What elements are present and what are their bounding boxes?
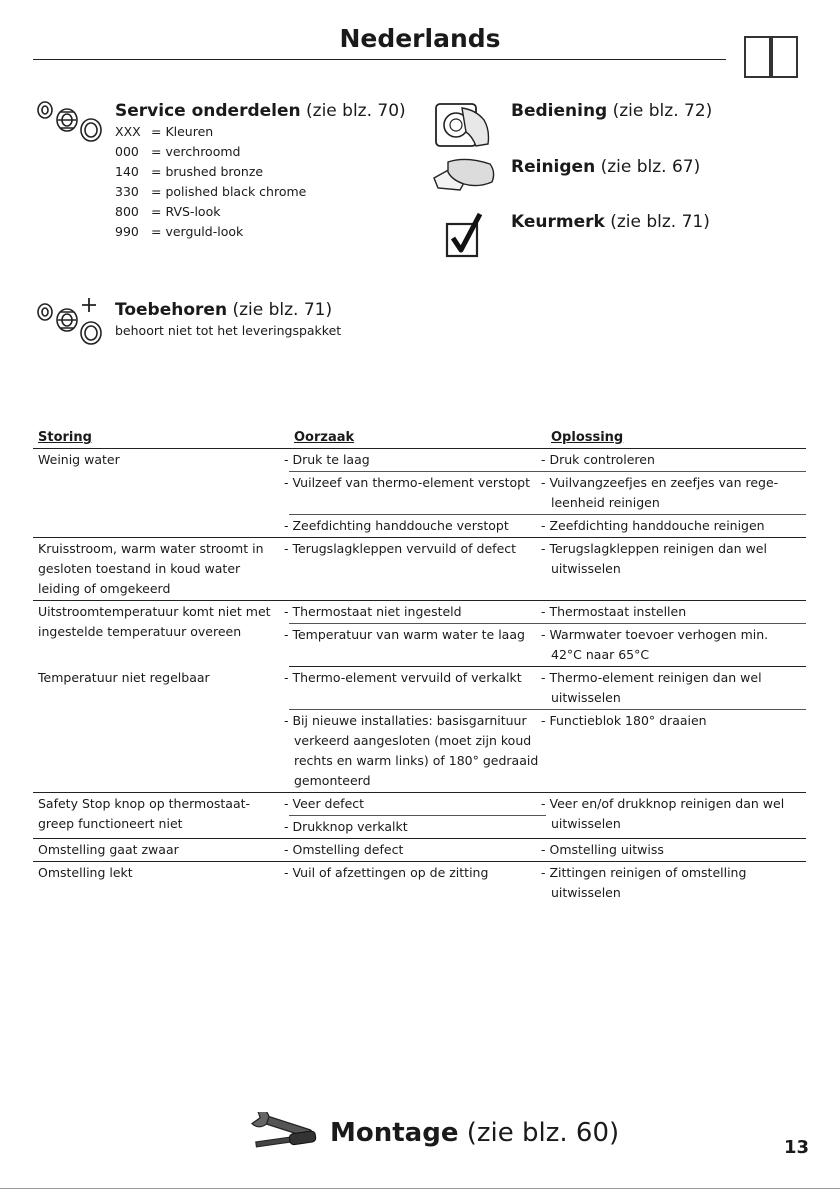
keurmerk-heading <box>511 212 710 232</box>
table-cell: - Druk te laag <box>289 449 546 472</box>
bediening-ref: (zie blz. 72) <box>607 101 713 121</box>
table-cell: - Warmwater toevoer verhogen min. 42°C naar 65°C <box>546 624 806 667</box>
montage-heading <box>330 1118 619 1148</box>
table-cell: Uitstroomtemperatuur komt niet met ingestelde temperatuur overeen <box>38 604 271 639</box>
table-cell: - Vuilvangzeefjes en zeefjes van rege-leenheid reinigen <box>546 472 806 515</box>
table-row <box>33 710 806 793</box>
table-row <box>33 862 806 905</box>
table-cell: Safety Stop knop op thermostaat-greep functioneert niet <box>33 793 289 839</box>
cleaning-hand-icon <box>430 154 498 198</box>
table-cell: - Veer en/of drukknop reinigen dan wel uitwisselen <box>546 793 806 839</box>
service-ref: (zie blz. 70) <box>300 101 406 121</box>
troubleshooting-table <box>33 426 806 904</box>
color-code-row: 140 = brushed bronze <box>115 164 264 179</box>
thermostat-hand-icon <box>432 100 494 150</box>
table-row <box>33 538 806 601</box>
table-row <box>33 601 806 624</box>
table-cell: - Zeefdichting handdouche reinigen <box>546 515 806 538</box>
checkmark-icon <box>444 210 486 260</box>
service-title: Service onderdelen <box>115 101 301 121</box>
table-cell: - Omstelling defect <box>289 839 546 862</box>
parts-icon <box>34 98 106 142</box>
table-cell: - Thermo-element reinigen dan wel uitwisselen <box>546 667 806 710</box>
table-row <box>33 515 806 538</box>
table-row <box>33 449 806 472</box>
page-number: 13 <box>784 1137 810 1158</box>
bediening-title: Bediening <box>511 101 608 121</box>
table-row <box>33 839 806 862</box>
table-cell: - Thermostaat niet ingesteld <box>289 601 546 624</box>
service-heading <box>115 101 406 121</box>
col-header-storing: Storing <box>33 426 289 449</box>
toebehoren-heading <box>115 300 332 320</box>
toebehoren-ref: (zie blz. 71) <box>227 300 333 320</box>
table-cell: Temperatuur niet regelbaar <box>38 669 210 685</box>
table-header-row <box>33 426 806 449</box>
table-cell: - Drukknop verkalkt <box>289 816 546 839</box>
title-divider <box>33 59 726 60</box>
parts-plus-icon <box>34 296 106 346</box>
table-row <box>33 793 806 816</box>
color-code-list <box>115 122 306 242</box>
table-cell: - Vuilzeef van thermo-element verstopt <box>289 472 546 515</box>
bediening-heading <box>511 101 712 121</box>
color-code-row: 330 = polished black chrome <box>115 184 307 199</box>
book-icon <box>742 34 800 80</box>
table-cell: - Veer defect <box>289 793 546 816</box>
montage-title: Montage <box>330 1118 459 1148</box>
table-cell: - Zeefdichting handdouche verstopt <box>289 515 546 538</box>
table-cell: - Druk controleren <box>546 449 806 472</box>
table-cell: - Terugslagkleppen reinigen dan wel uitwisselen <box>546 538 806 601</box>
table-cell <box>33 515 289 538</box>
col-header-oplossing: Oplossing <box>546 426 806 449</box>
table-cell: - Terugslagkleppen vervuild of defect <box>289 538 546 601</box>
table-cell: - Temperatuur van warm water te laag <box>289 624 546 667</box>
table-cell: - Thermostaat instellen <box>546 601 806 624</box>
keurmerk-ref: (zie blz. 71) <box>604 212 710 232</box>
table-cell: Omstelling gaat zwaar <box>33 839 289 862</box>
table-cell: - Omstelling uitwiss <box>546 839 806 862</box>
toebehoren-note: behoort niet tot het leveringspakket <box>115 323 342 338</box>
montage-ref: (zie blz. 60) <box>458 1118 620 1148</box>
table-cell: - Thermo-element vervuild of verkalkt <box>289 667 546 710</box>
page-title: Nederlands <box>339 24 501 53</box>
tools-icon <box>246 1112 322 1158</box>
color-code-row: 800 = RVS-look <box>115 204 221 219</box>
table-row <box>33 472 806 515</box>
col-header-oorzaak: Oorzaak <box>289 426 546 449</box>
table-cell: - Functieblok 180° draaien <box>546 710 806 793</box>
table-cell <box>33 472 289 515</box>
table-row <box>33 667 806 710</box>
color-code-row: 990 = verguld-look <box>115 224 244 239</box>
table-cell: Kruisstroom, warm water stroomt in gesloten toestand in koud water leiding of omgekeerd <box>33 538 289 601</box>
color-code-row: 000 = verchroomd <box>115 144 241 159</box>
table-cell: - Vuil of afzettingen op de zitting <box>284 865 489 880</box>
table-cell: Weinig water <box>38 452 120 467</box>
reinigen-title: Reinigen <box>511 157 596 177</box>
color-code-row: XXX = Kleuren <box>115 124 214 139</box>
toebehoren-title: Toebehoren <box>115 300 228 320</box>
table-cell: - Bij nieuwe installaties: basisgarnituur verkeerd aangesloten (moet zijn koud rechts en warm links) of 180° gedraaid gemonteerd <box>289 710 546 793</box>
table-cell <box>33 710 289 793</box>
reinigen-ref: (zie blz. 67) <box>595 157 701 177</box>
table-cell: Omstelling lekt <box>38 865 133 880</box>
bottom-divider <box>0 1188 840 1189</box>
reinigen-heading <box>511 157 700 177</box>
keurmerk-title: Keurmerk <box>511 212 605 232</box>
table-cell: - Zittingen reinigen of omstelling uitwisselen <box>541 865 747 900</box>
